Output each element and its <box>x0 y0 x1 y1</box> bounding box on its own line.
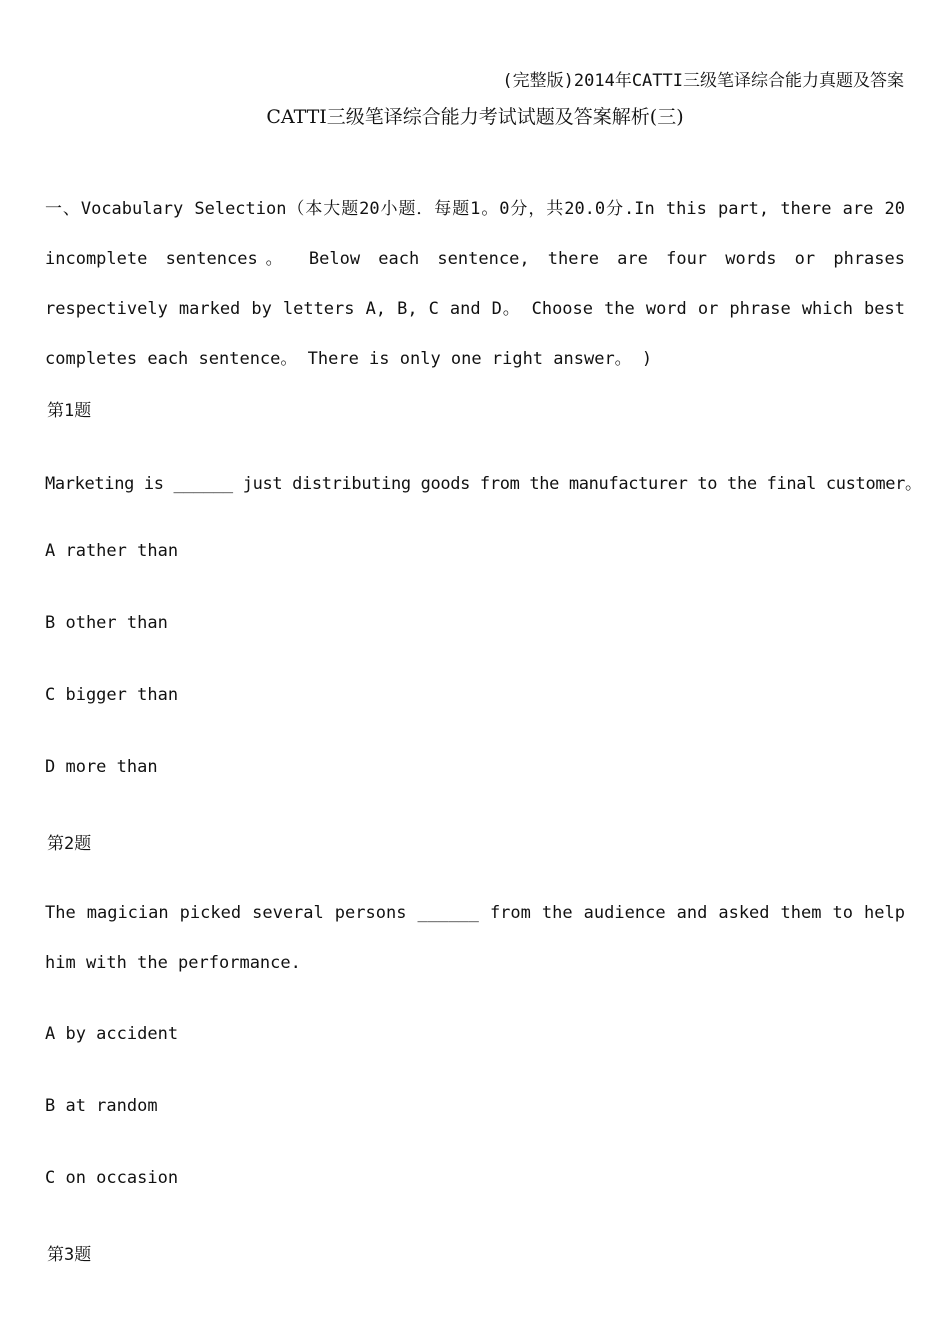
answer-option: C bigger than <box>45 685 179 705</box>
question-stem: Marketing is ______ just distributing goods from the manufacturer to the final customer。 <box>45 474 922 494</box>
answer-option: C on occasion <box>45 1168 179 1188</box>
question-stem: The magician picked several persons ______ from the audience and asked them to help him with the performance. <box>45 903 905 973</box>
section-instructions: 一、Vocabulary Selection（本大题20小题．每题1。0分，共20.0分.In this part, there are 20 incomplete sentences。 Below each sentence, there are four words or phrases respectively marked by letters A, B, C and D。 Choose the word or phrase which best completes each sentence。 There is only one right answer。 ) <box>45 199 905 369</box>
answer-option: D more than <box>45 757 158 777</box>
question-label: 第2题 <box>47 834 92 854</box>
answer-option: A by accident <box>45 1024 179 1044</box>
answer-option: A rather than <box>45 541 179 561</box>
answer-option: B at random <box>45 1096 158 1116</box>
header-note: (完整版)2014年CATTI三级笔译综合能力真题及答案 <box>502 71 904 91</box>
document-title: CATTI三级笔译综合能力考试试题及答案解析(三) <box>266 106 684 128</box>
answer-option: B other than <box>45 613 168 633</box>
question-label: 第1题 <box>47 401 92 421</box>
question-label: 第3题 <box>47 1245 92 1265</box>
